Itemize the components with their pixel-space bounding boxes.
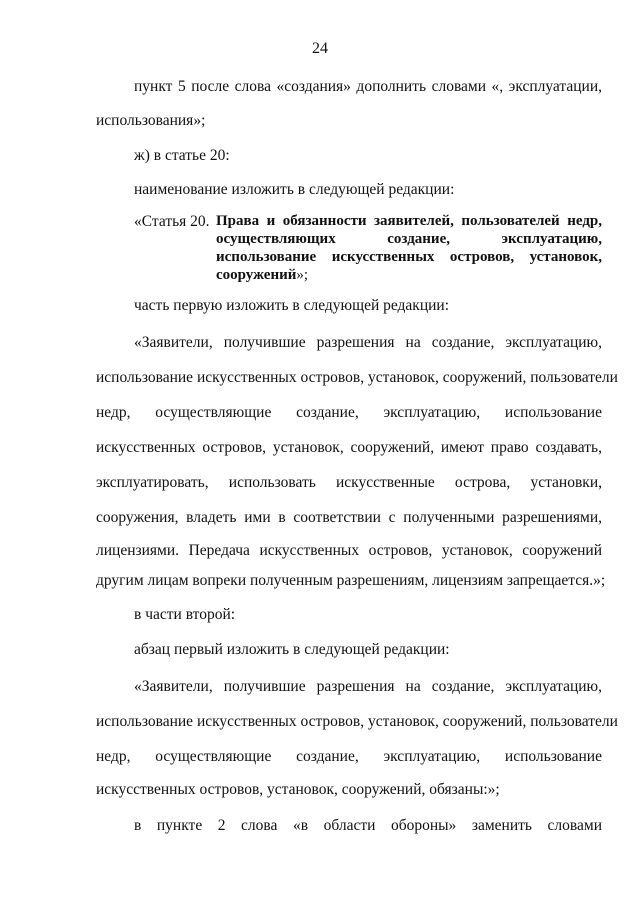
article-title-line (216, 267, 602, 284)
text-line: пункт 5 после слова «создания» дополнить словами «, эксплуатации, (134, 78, 602, 95)
text-line: лицензиями. Передача искусственных островов, установок, сооружений (96, 542, 602, 559)
article-title-line: Права и обязанности заявителей, пользователей недр, (216, 213, 602, 229)
text-line: искусственных островов, установок, сооружений, обязаны:»; (96, 781, 500, 798)
text-line: наименование изложить в следующей редакции: (134, 181, 455, 198)
article-title-word: сооружений (216, 267, 297, 283)
article-title-line: осуществляющих создание, эксплуатацию, (216, 231, 602, 247)
article-title-tail: »; (296, 267, 309, 283)
page-number: 24 (312, 40, 328, 57)
article-title-line: использование искусственных островов, установок, (216, 249, 602, 265)
text-line: недр, осуществляющие создание, эксплуатацию, использование (96, 748, 602, 765)
text-line: использование искусственных островов, установок, сооружений, пользователи (96, 713, 618, 730)
text-line: часть первую изложить в следующей редакции: (134, 297, 450, 314)
text-line: эксплуатировать, использовать искусственные острова, установки, (96, 474, 602, 491)
text-line: «Заявители, получившие разрешения на создание, эксплуатацию, (134, 334, 602, 351)
text-line: другим лицам вопреки полученным разрешениям, лицензиям запрещается.»; (96, 572, 606, 589)
article-label: «Статья 20. (134, 213, 210, 230)
text-line: в пункте 2 слова «в области обороны» заменить словами (134, 817, 602, 834)
text-line: недр, осуществляющие создание, эксплуатацию, использование (96, 404, 602, 421)
text-line: использование искусственных островов, установок, сооружений, пользователи (96, 369, 618, 386)
text-line: «Заявители, получившие разрешения на создание, эксплуатацию, (134, 678, 602, 695)
text-line: использования»; (96, 112, 206, 129)
text-line: в части второй: (134, 606, 236, 623)
text-line: сооружения, владеть ими в соответствии с полученными разрешениями, (96, 509, 602, 526)
text-line: абзац первый изложить в следующей редакции: (134, 641, 450, 658)
text-line: ж) в статье 20: (134, 147, 230, 164)
text-line: искусственных островов, установок, сооружений, имеют право создавать, (96, 439, 602, 456)
